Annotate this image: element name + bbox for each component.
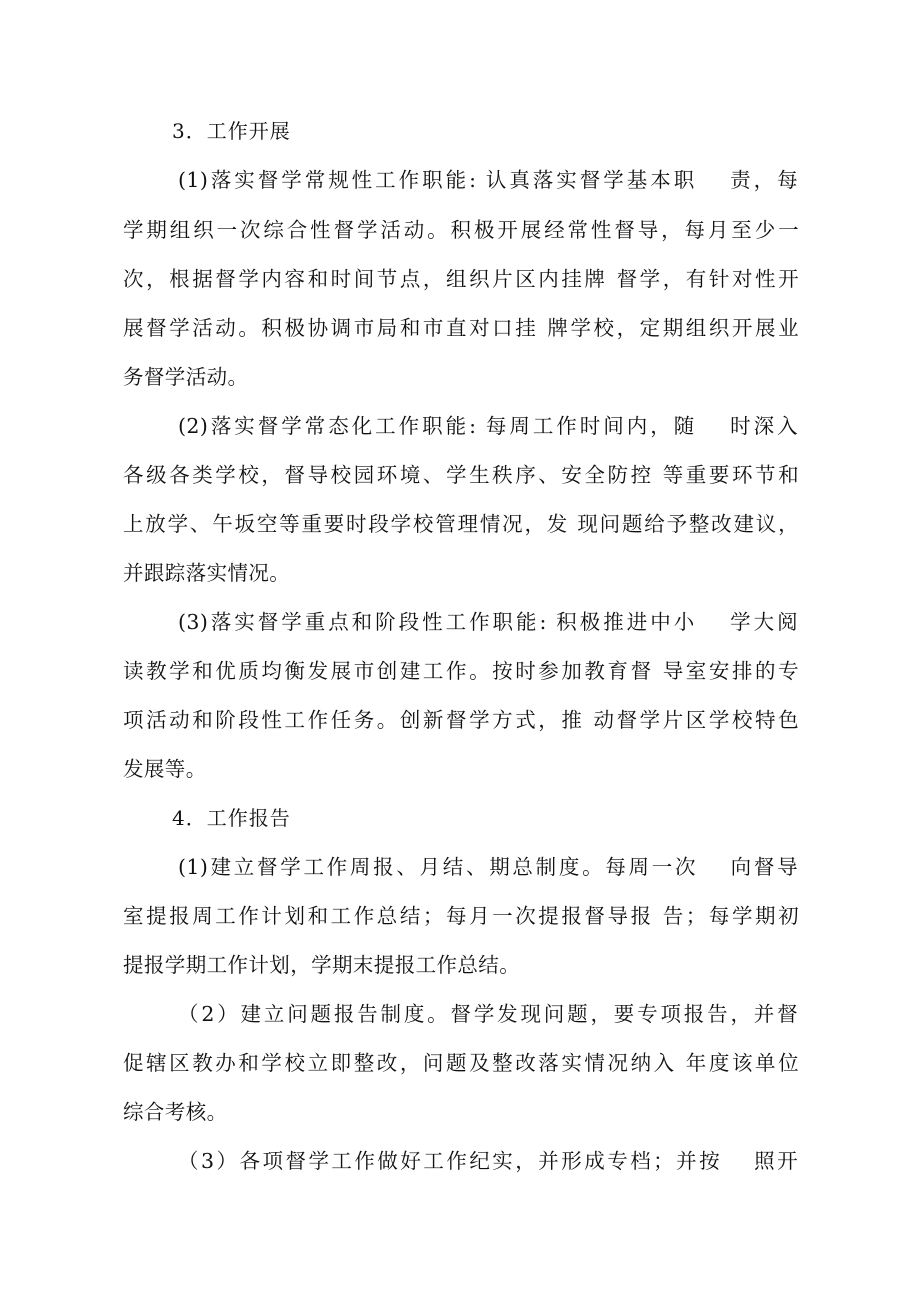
paragraph-line: 上放学、午坂空等重要时段学校管理情况，发 现问题给予整改建议， — [123, 512, 799, 536]
paragraph-line: （2）建立问题报告制度。督学发现问题，要专项报告，并督 — [178, 1002, 798, 1026]
paragraph-line: (2)落实督学常态化工作职能: 每周工作时间内，随 时深入 — [178, 414, 798, 438]
paragraph-line: 项活动和阶段性工作任务。创新督学方式，推 动督学片区学校特色 — [123, 708, 799, 732]
paragraph-line: (1)落实督学常规性工作职能: 认真落实督学基本职 责，每 — [178, 168, 798, 192]
paragraph-line: 读教学和优质均衡发展市创建工作。按时参加教育督 导室安排的专 — [123, 659, 799, 683]
section-heading-3: 3．工作开展 — [172, 119, 291, 143]
paragraph-line: 次，根据督学内容和时间节点，组织片区内挂牌 督学，有针对性开 — [123, 267, 799, 291]
paragraph-line: 学期组织一次综合性督学活动。积极开展经常性督导，每月至少一 — [123, 218, 799, 242]
paragraph-line: (1)建立督学工作周报、月结、期总制度。每周一次 向督导 — [178, 855, 798, 879]
paragraph-line: 综合考核。 — [123, 1100, 228, 1124]
paragraph-line: 务督学活动。 — [123, 365, 249, 389]
paragraph-line: 展督学活动。积极协调市局和市直对口挂 牌学校，定期组织开展业 — [123, 316, 799, 340]
paragraph-line: 各级各类学校，督导校园环境、学生秩序、安全防控 等重要环节和 — [123, 463, 799, 487]
paragraph-line: （3）各项督学工作做好工作纪实，并形成专档；并按 照开 — [178, 1149, 798, 1173]
paragraph-line: 发展等。 — [123, 757, 207, 781]
paragraph-line: 室提报周工作计划和工作总结；每月一次提报督导报 告；每学期初 — [123, 904, 799, 928]
paragraph-line: 提报学期工作计划，学期末提报工作总结。 — [123, 953, 521, 977]
paragraph-line: 促辖区教办和学校立即整改，问题及整改落实情况纳入 年度该单位 — [123, 1051, 799, 1075]
section-heading-4: 4．工作报告 — [172, 806, 291, 830]
paragraph-line: (3)落实督学重点和阶段性工作职能: 积极推进中小 学大阅 — [178, 610, 798, 634]
paragraph-line: 并跟踪落实情况。 — [123, 561, 291, 585]
